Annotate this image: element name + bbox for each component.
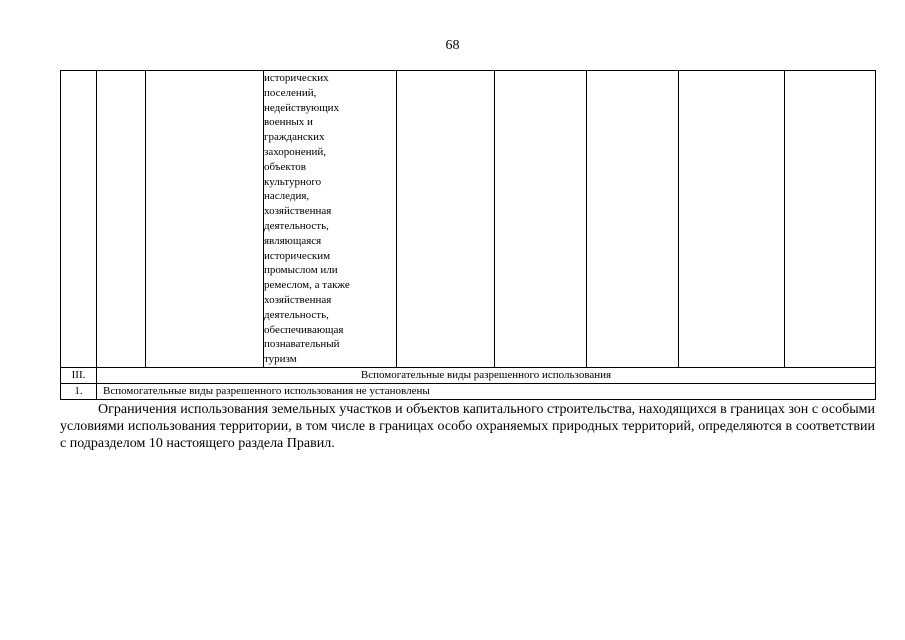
continuation-line: гражданских bbox=[264, 131, 325, 144]
continuation-line: являющаяся bbox=[264, 234, 322, 247]
table-cell bbox=[785, 71, 876, 368]
continuation-line: хозяйственная bbox=[264, 205, 332, 218]
table-cell bbox=[495, 71, 587, 368]
table-cell bbox=[679, 71, 785, 368]
table-cell bbox=[587, 71, 679, 368]
continuation-line: военных и bbox=[264, 116, 313, 129]
page-number: 68 bbox=[445, 38, 460, 53]
row-text: Вспомогательные виды разрешенного использования не установлены bbox=[97, 383, 876, 399]
continuation-cell bbox=[264, 71, 397, 368]
section-header-row bbox=[61, 367, 876, 383]
table-cell bbox=[397, 71, 495, 368]
continuation-line: туризм bbox=[264, 353, 297, 366]
table-cell bbox=[97, 71, 146, 368]
continuation-row bbox=[61, 71, 876, 368]
continuation-line: историческим bbox=[264, 249, 331, 262]
table-row bbox=[61, 383, 876, 399]
continuation-lines bbox=[264, 71, 396, 367]
section-title: Вспомогательные виды разрешенного использования bbox=[97, 367, 876, 383]
continuation-line: деятельность, bbox=[264, 308, 329, 321]
continuation-line: наследия, bbox=[264, 190, 310, 203]
regulations-table bbox=[60, 70, 876, 400]
table-cell bbox=[61, 71, 97, 368]
continuation-line: культурного bbox=[264, 175, 322, 188]
continuation-line: поселений, bbox=[264, 86, 317, 99]
section-number: III. bbox=[61, 367, 97, 383]
continuation-line: недействующих bbox=[264, 101, 340, 114]
continuation-line: хозяйственная bbox=[264, 293, 332, 306]
continuation-line: деятельность, bbox=[264, 219, 329, 232]
continuation-line: захоронений, bbox=[264, 145, 326, 158]
continuation-line: обеспечивающая bbox=[264, 323, 344, 336]
continuation-line: объектов bbox=[264, 160, 306, 173]
continuation-line: ремеслом, а также bbox=[264, 279, 350, 292]
continuation-line: познавательный bbox=[264, 338, 340, 351]
row-number: 1. bbox=[61, 383, 97, 399]
continuation-line: исторических bbox=[264, 72, 329, 84]
continuation-line: промыслом или bbox=[264, 264, 338, 277]
table-cell bbox=[146, 71, 264, 368]
body-paragraph: Ограничения использования земельных участков и объектов капитального строительства, находящихся в границах зон с особыми условиями использования территории, в том числе в границах особо охраняемых природных территорий, определяются в соответствии с подразделом 10 настоящего раздела Правил. bbox=[60, 402, 875, 451]
